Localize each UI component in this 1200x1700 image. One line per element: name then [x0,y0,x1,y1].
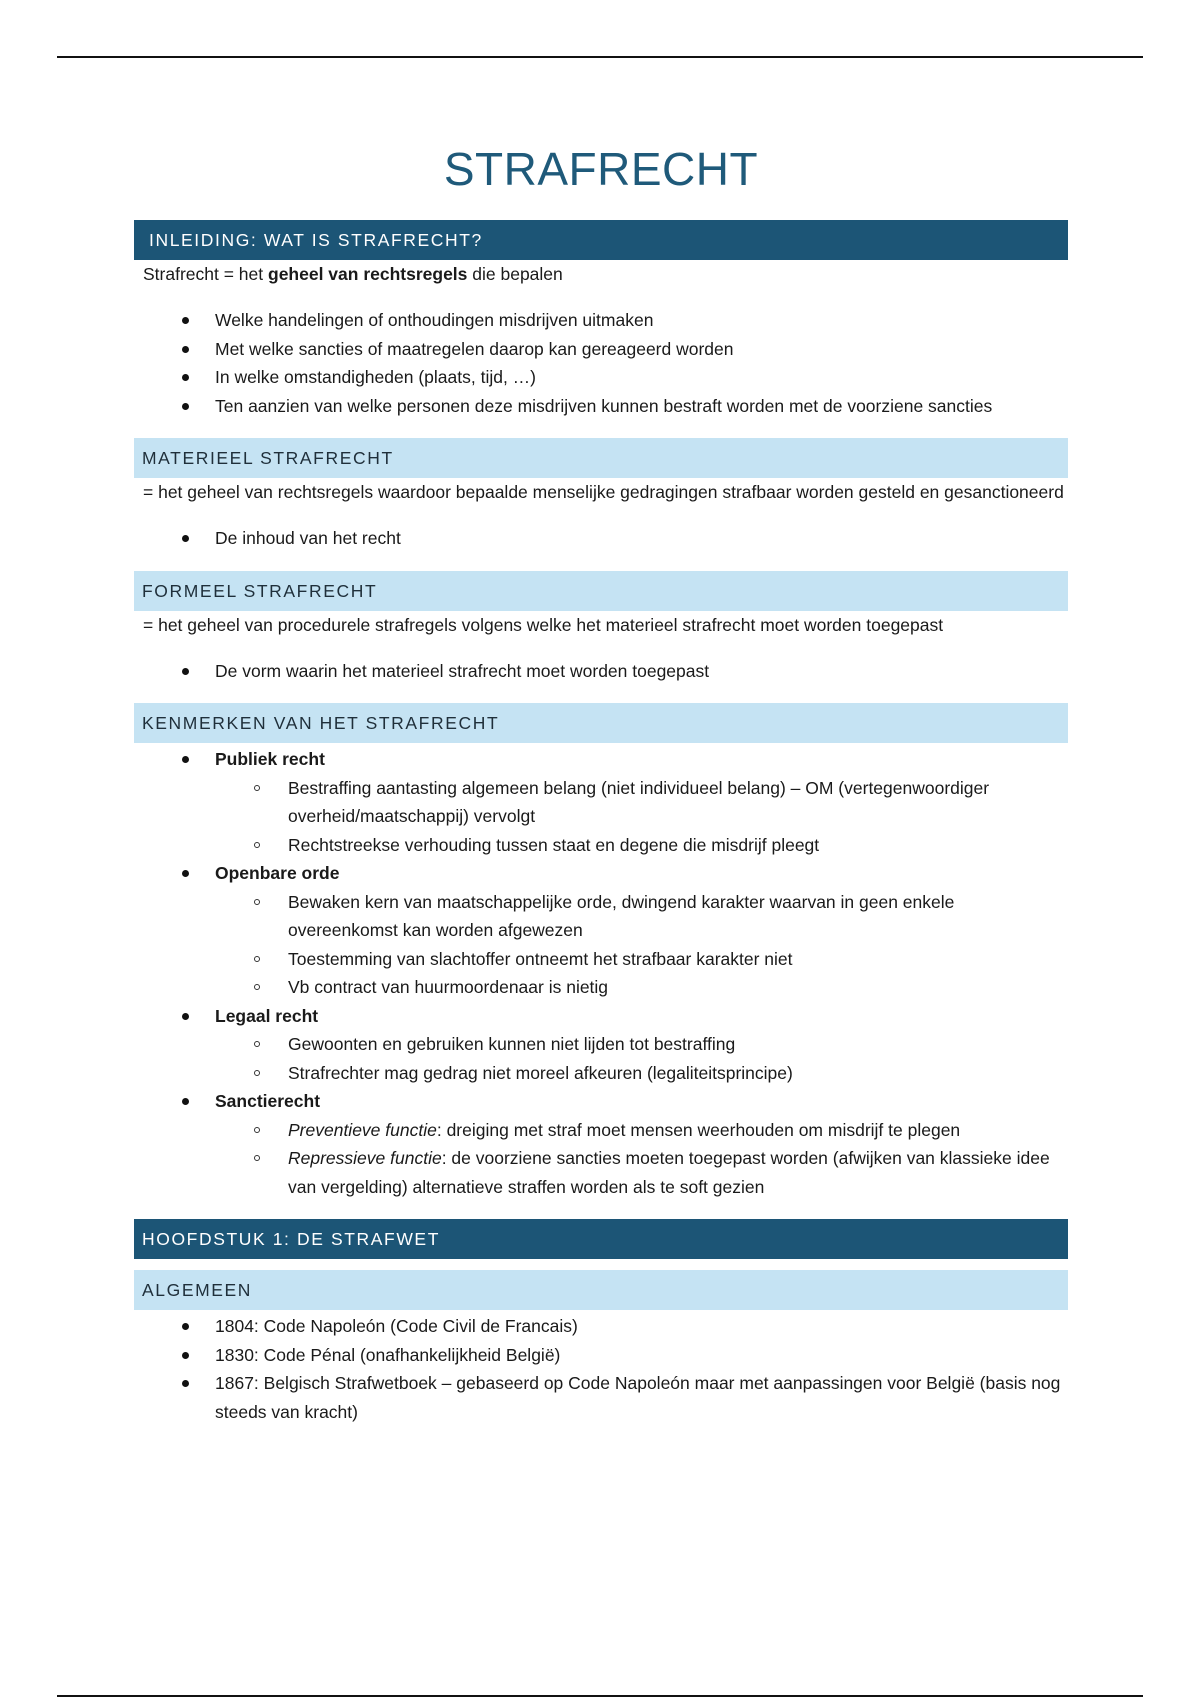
function-description: : de voorziene sancties moeten toegepast worden (afwijken van klassieke idee van vergelding) alternatieve straffen worden als te soft gezien [288,1148,1050,1197]
kenmerken-list [134,745,1068,1201]
function-term: Preventieve functie [288,1119,437,1140]
list-item [215,859,1068,1002]
heading-materieel: MATERIEEL STRAFRECHT [134,438,1068,478]
list-item: Welke handelingen of onthoudingen misdrijven uitmaken [215,306,1068,335]
intro-text-pre: Strafrecht = het [143,264,268,284]
sub-list-item: Toestemming van slachtoffer ontneemt het strafbaar karakter niet [288,945,1068,974]
list-item: De inhoud van het recht [215,524,1068,553]
sub-list [215,774,1068,860]
intro-text-bold: geheel van rechtsregels [268,264,468,284]
group-title: Sanctierecht [215,1091,321,1111]
heading-formeel: FORMEEL STRAFRECHT [134,571,1068,611]
sub-list-item [288,1144,1068,1201]
function-description: : dreiging met straf moet mensen weerhouden om misdrijf te plegen [436,1119,961,1140]
list-item [215,745,1068,859]
bottom-rule [57,1695,1143,1697]
group-title: Publiek recht [215,749,325,769]
document-title: STRAFRECHT [443,143,759,195]
algemeen-list [134,1312,1068,1426]
top-rule [57,56,1143,58]
document-body [134,140,1068,1426]
sub-list-item: Rechtstreekse verhouding tussen staat en degene die misdrijf pleegt [288,831,1068,860]
group-title: Legaal recht [215,1005,319,1026]
list-item: In welke omstandigheden (plaats, tijd, …) [215,363,1068,392]
sub-list-item: Vb contract van huurmoordenaar is nietig [288,973,1068,1002]
list-item: Ten aanzien van welke personen deze misdrijven kunnen bestraft worden met de voorziene sancties [215,392,1068,421]
intro-text-post: die bepalen [467,264,563,284]
formeel-definition: = het geheel van procedurele strafregels volgens welke het materieel strafrecht moet worden toegepast [143,614,944,635]
sub-list [215,888,1068,1002]
sub-list [215,1030,1068,1087]
list-item: 1830: Code Pénal (onafhankelijkheid België) [215,1341,1068,1370]
intro-paragraph [134,260,1068,288]
sub-list-item [288,1116,1068,1145]
list-item: 1804: Code Napoleón (Code Civil de Francais) [215,1312,1068,1341]
function-term: Repressieve functie [288,1148,442,1168]
sub-list-item: Bewaken kern van maatschappelijke orde, dwingend karakter waarvan in geen enkele overeenkomst kan worden afgewezen [288,888,1068,945]
materieel-definition: = het geheel van rechtsregels waardoor bepaalde menselijke gedragingen strafbaar worden gesteld en gesanctioneerd [143,482,1064,502]
group-title: Openbare orde [215,863,340,883]
inleiding-list [134,306,1068,420]
heading-hoofdstuk-1: HOOFDSTUK 1: DE STRAFWET [134,1219,1068,1259]
heading-inleiding: INLEIDING: WAT IS STRAFRECHT? [134,220,1068,260]
sub-list-item: Bestraffing aantasting algemeen belang (niet individueel belang) – OM (vertegenwoordiger overheid/maatschappij) vervolgt [288,774,1068,831]
list-item: 1867: Belgisch Strafwetboek – gebaseerd op Code Napoleón maar met aanpassingen voor België (basis nog steeds van kracht) [215,1369,1068,1426]
formeel-list [134,657,1068,686]
heading-algemeen: ALGEMEEN [134,1270,1068,1310]
list-item: De vorm waarin het materieel strafrecht moet worden toegepast [215,657,1068,686]
list-item: Met welke sancties of maatregelen daarop kan gereageerd worden [215,335,1068,364]
heading-kenmerken: KENMERKEN VAN HET STRAFRECHT [134,703,1068,743]
sub-list-item: Strafrechter mag gedrag niet moreel afkeuren (legaliteitsprincipe) [288,1059,1068,1088]
list-item [215,1087,1068,1201]
sub-list-item: Gewoonten en gebruiken kunnen niet lijden tot bestraffing [288,1030,1068,1059]
sub-list [215,1116,1068,1202]
materieel-list [134,524,1068,553]
list-item [215,1002,1068,1088]
